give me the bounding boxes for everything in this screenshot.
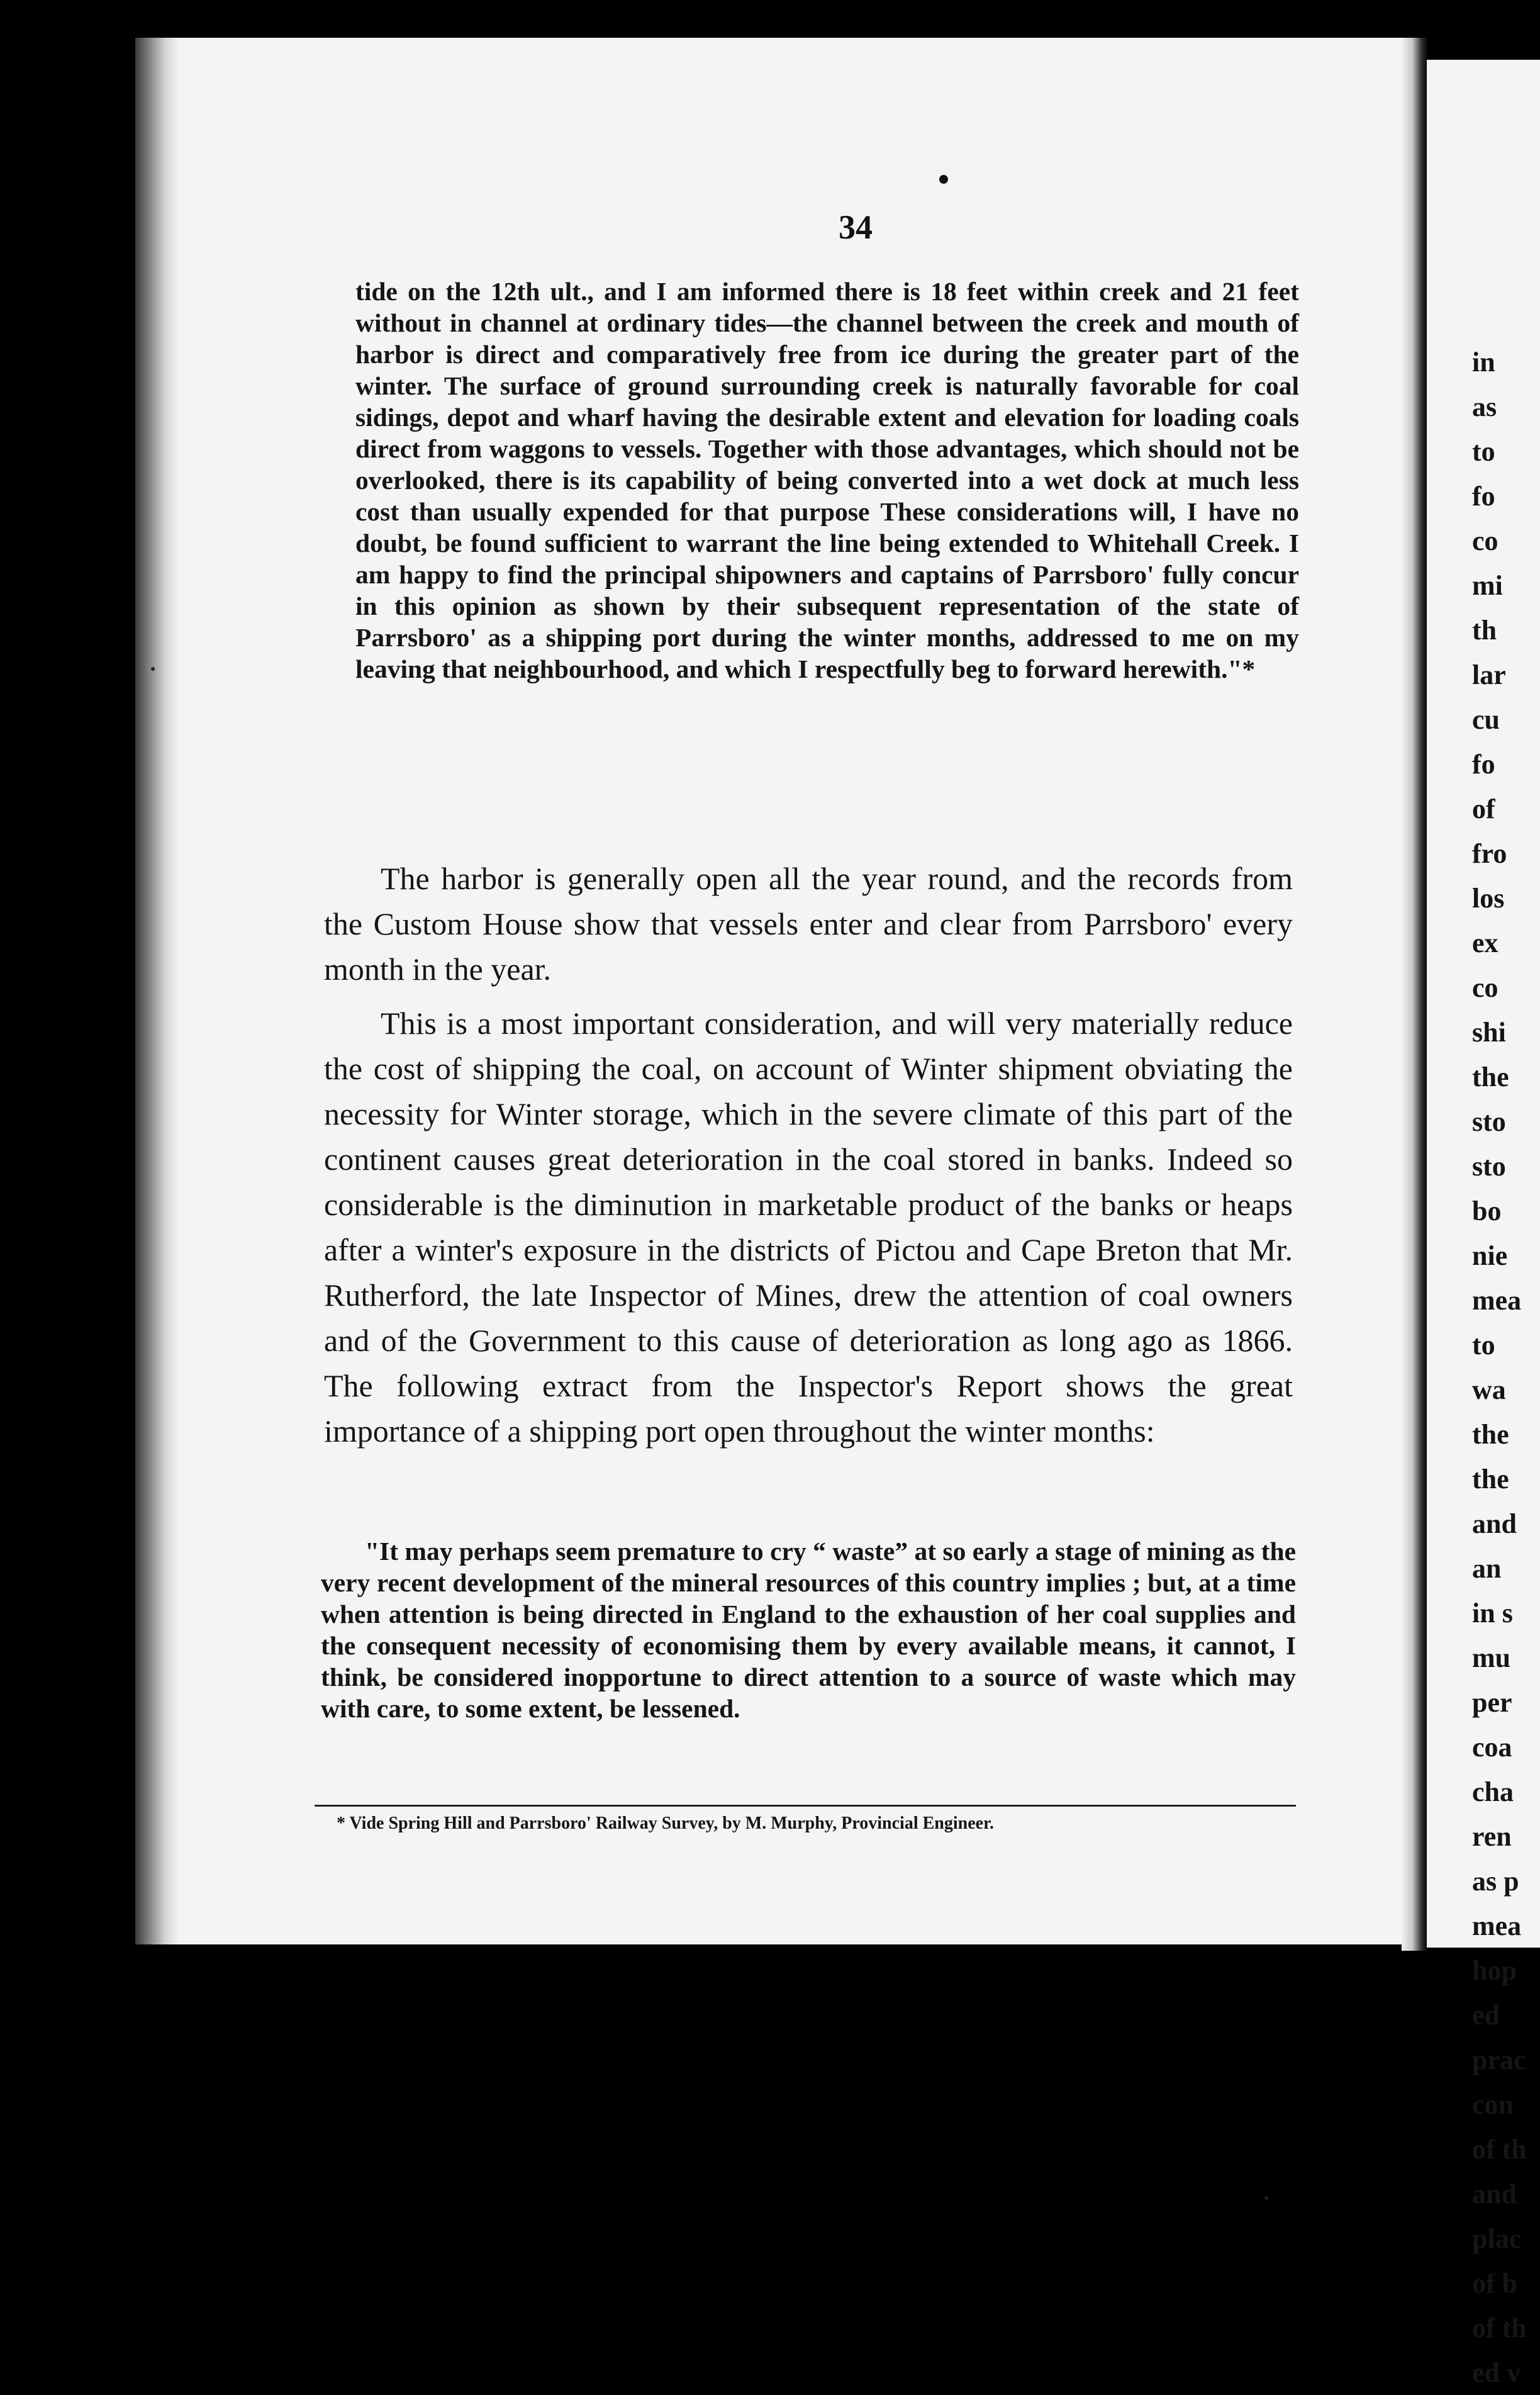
facing-page-line: ren — [1472, 1821, 1512, 1852]
facing-page-text — [1472, 340, 1540, 2395]
facing-page-line: to — [1472, 436, 1495, 467]
paragraph-winter-shipment: This is a most important consideration, and will very materially reduce the cost of shipping the coal, on account of Winter shipment obviating the necessity for Winter storage, which in the severe climate of this part of the continent causes great deterioration in the coal stored in banks. Indeed so considerable is the diminution in marketable product of the banks or heaps after a winter's exposure in the districts of Pictou and Cape Breton that Mr. Rutherford, the late Inspector of Mines, drew the attention of coal owners and of the Government to this cause of deterioration as long ago as 1866. The following extract from the Inspector's Report shows the great importance of a shipping port open throughout the winter months: — [324, 1006, 1293, 1449]
facing-page-line: plac — [1472, 2223, 1522, 2254]
facing-page-line: the — [1472, 1464, 1509, 1495]
facing-page-line: bo — [1472, 1196, 1502, 1226]
facing-page-line: of th — [1472, 2134, 1527, 2165]
facing-page-line: the — [1472, 1419, 1509, 1450]
facing-page-line: to — [1472, 1330, 1495, 1360]
facing-page-line: sto — [1472, 1106, 1506, 1137]
speck — [151, 667, 155, 671]
footnote: * Vide Spring Hill and Parrsboro' Railway Survey, by M. Murphy, Provincial Engineer. — [337, 1814, 994, 1833]
facing-page-line: as p — [1472, 1866, 1519, 1897]
facing-page-line: con — [1472, 2089, 1514, 2120]
speck — [1264, 2196, 1268, 2200]
facing-page-line: cu — [1472, 704, 1500, 735]
body-text — [324, 856, 1293, 1462]
facing-page-line: of th — [1472, 2313, 1527, 2343]
facing-page-line: mi — [1472, 570, 1503, 601]
facing-page-line: ed — [1472, 2000, 1500, 2031]
facing-page-line: los — [1472, 883, 1505, 914]
page-number: 34 — [839, 208, 873, 246]
page-edge-shadow — [135, 38, 179, 1944]
facing-page-line: and — [1472, 2179, 1517, 2209]
paragraph-harbor: The harbor is generally open all the year round, and the records from the Custom House show that vessels enter and clear from Parrsboro' every month in the year. — [324, 861, 1293, 987]
facing-page-line: mu — [1472, 1642, 1511, 1673]
facing-page-line: lar — [1472, 659, 1506, 690]
inspector-report-extract: "It may perhaps seem premature to cry “ waste” at so early a stage of mining as the very recent development of the mineral resources of this country implies ; but, at a time when attention is being directed in England to the exhaustion of her coal supplies and the consequent necessity of economising them by every available means, it cannot, I think, be considered inopportune to direct attention to a source of waste which may with care, to some extent, be lessened. — [321, 1537, 1296, 1723]
facing-page-line: cha — [1472, 1776, 1514, 1807]
facing-page-line: fro — [1472, 838, 1507, 869]
facing-page-line: wa — [1472, 1374, 1506, 1405]
facing-page-line: an — [1472, 1553, 1502, 1584]
facing-page-line: nie — [1472, 1240, 1508, 1271]
book-gutter — [1402, 38, 1428, 1951]
facing-page-line: shi — [1472, 1017, 1506, 1048]
facing-page-line: coa — [1472, 1732, 1512, 1763]
facing-page-line: ex — [1472, 928, 1498, 958]
facing-page-line: co — [1472, 972, 1498, 1003]
footnote-rule — [315, 1805, 1296, 1807]
facing-page-line: in — [1472, 347, 1495, 378]
facing-page-line: of b — [1472, 2268, 1518, 2299]
facing-page-line: of — [1472, 794, 1495, 824]
facing-page-line: fo — [1472, 481, 1495, 512]
facing-page-line: prac — [1472, 2044, 1526, 2075]
facing-page-line: sto — [1472, 1151, 1506, 1182]
facing-page-line: per — [1472, 1687, 1512, 1718]
facing-page-line: co — [1472, 525, 1498, 556]
facing-page-line: mea — [1472, 1910, 1522, 1941]
facing-page-line: fo — [1472, 749, 1495, 780]
facing-page-line: ed v — [1472, 2357, 1520, 2388]
quoted-letter-continuation: tide on the 12th ult., and I am informed there is 18 feet within creek and 21 feet without in channel at ordinary tides—the channel between the creek and mouth of harbor is direct and comparatively free from ice during the greater part of the winter. The surface of ground surrounding creek is naturally favorable for coal sidings, depot and wharf having the desirable extent and elevation for loading coals direct from waggons to vessels. Together with those advantages, which should not be overlooked, there is its capability of being converted into a wet dock at much less cost than usually expended for that purpose These considerations will, I have no doubt, be found sufficient to warrant the line being extended to Whitehall Creek. I am happy to find the principal shipowners and captains of Parrsboro' fully concur in this opinion as shown by their subsequent representation of the state of Parrsboro' as a shipping port during the winter months, addressed to me on my leaving that neighbourhood, and which I respectfully beg to forward herewith."* — [355, 277, 1299, 683]
facing-page-line: hop — [1472, 1955, 1517, 1986]
facing-page-line: the — [1472, 1062, 1509, 1092]
facing-page-line: th — [1472, 615, 1497, 646]
facing-page-line: mea — [1472, 1285, 1522, 1316]
facing-page-line: as — [1472, 391, 1497, 422]
ink-dot — [939, 175, 948, 184]
facing-page-line: in s — [1472, 1598, 1513, 1629]
facing-page-line: and — [1472, 1508, 1517, 1539]
